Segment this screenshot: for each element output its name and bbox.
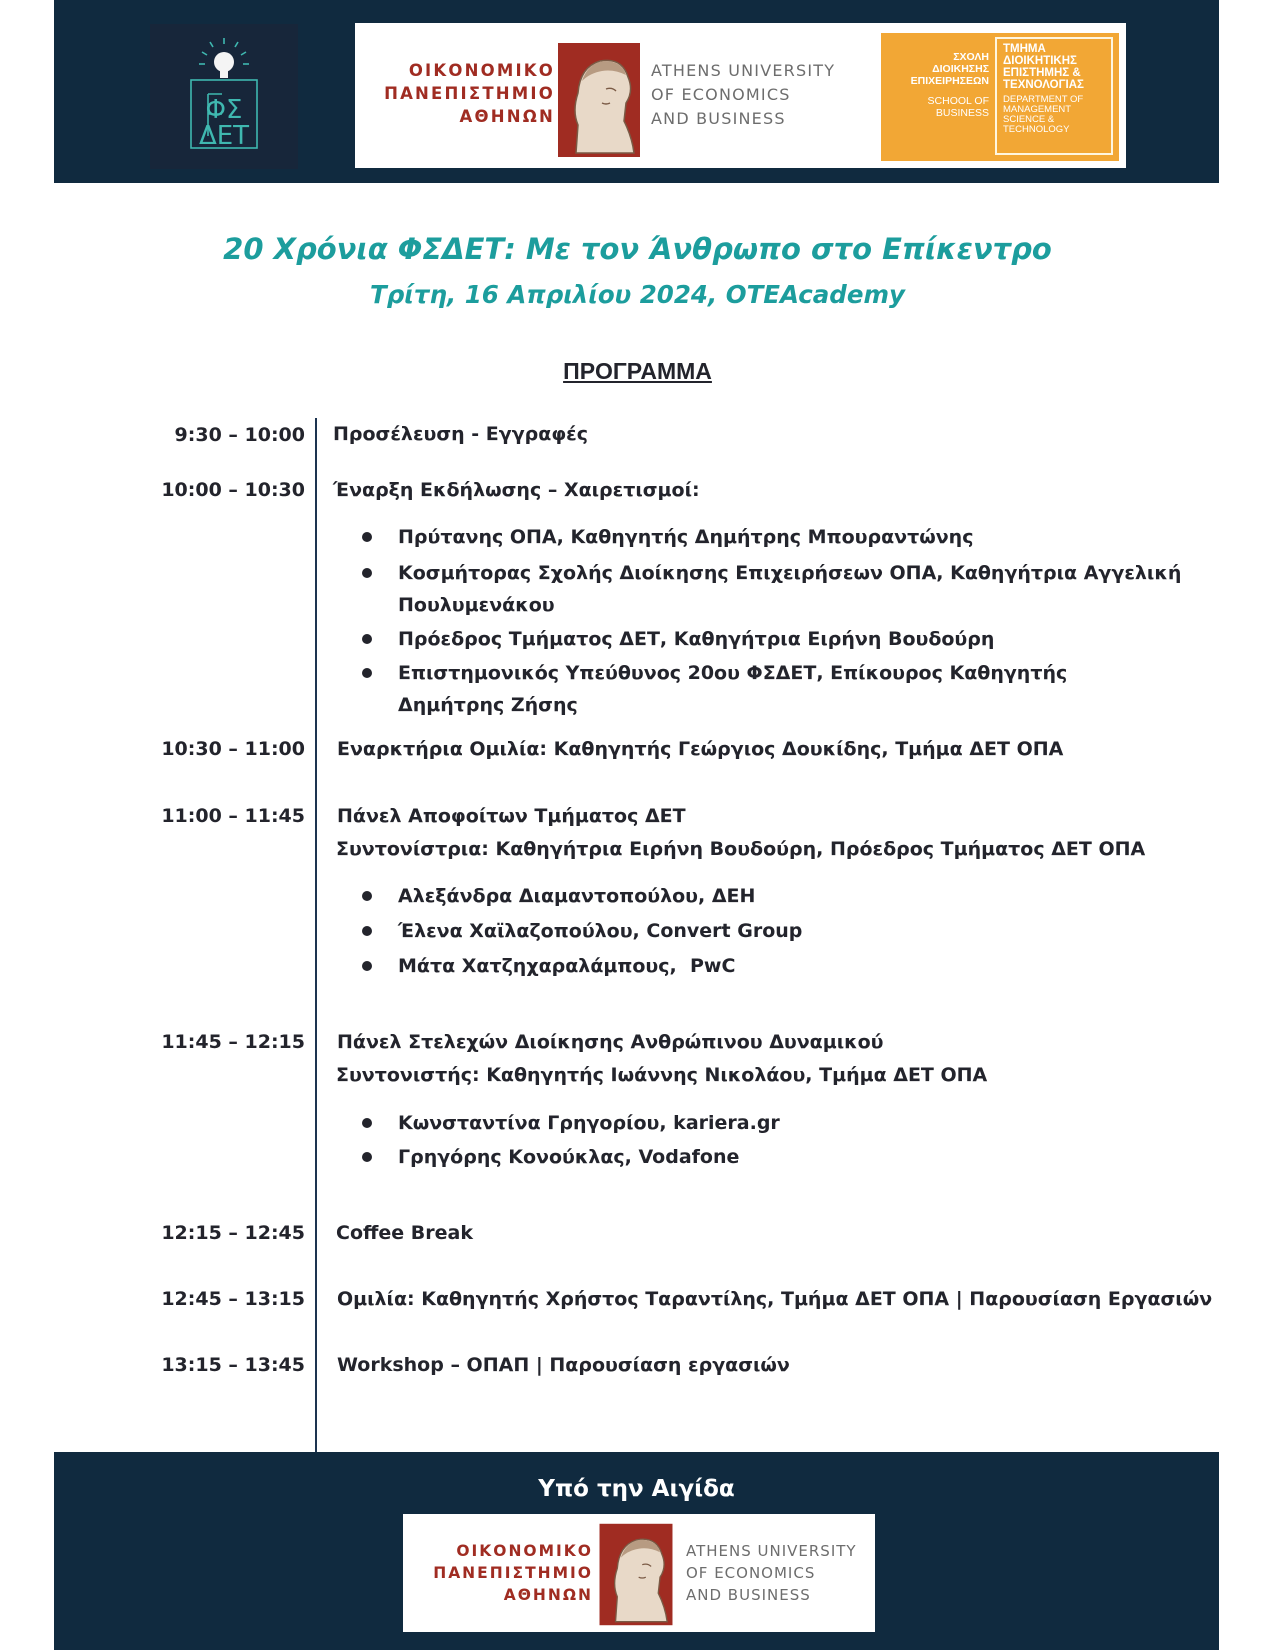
bullet-icon [362,532,372,542]
schedule-title: Έναρξη Εκδήλωσης – Χαιρετισμοί: [333,479,700,501]
school-name: ΣΧΟΛΗ ΔΙΟΙΚΗΣΗΣ ΕΠΙΧΕΙΡΗΣΕΩΝ SCHOOL OF BUSINESS [910,51,989,119]
list-item: Πρύτανης ΟΠΑ, Καθηγητής Δημήτρης Μπουραντώνης [398,526,974,548]
schedule-time: 10:00 – 10:30 [161,479,305,501]
aueb-greek-name: ΟΙΚΟΝΟΜΙΚΟ ΠΑΝΕΠΙΣΤΗΜΙΟ ΑΘΗΝΩΝ [384,61,555,126]
bullet-icon [362,926,372,936]
aueb-english-name: ATHENS UNIVERSITY OF ECONOMICS AND BUSINESS [686,1542,857,1604]
school-department-logo [881,33,1119,161]
list-item: Αλεξάνδρα Διαμαντοπούλου, ΔΕΗ [398,885,756,907]
schedule-title: Προσέλευση - Εγγραφές [333,423,589,445]
schedule-title: Πάνελ Αποφοίτων Τμήματος ΔΕΤ [337,805,686,827]
schedule-time: 11:45 – 12:15 [161,1031,305,1053]
bullet-icon [362,1152,372,1162]
schedule-moderator: Συντονιστής: Καθηγητής Ιωάννης Νικολάου, Τμήμα ΔΕΤ ΟΠΑ [336,1064,988,1086]
bullet-icon [362,668,372,678]
schedule-time: 9:30 – 10:00 [174,424,305,446]
schedule-time: 12:15 – 12:45 [161,1222,305,1244]
list-item: Κωνσταντίνα Γρηγορίου, kariera.gr [398,1112,780,1134]
aueb-greek-name: ΟΙΚΟΝΟΜΙΚΟ ΠΑΝΕΠΙΣΤΗΜΙΟ ΑΘΗΝΩΝ [433,1542,593,1604]
schedule-title: Εναρκτήρια Ομιλία: Καθηγητής Γεώργιος Δουκίδης, Τμήμα ΔΕΤ ΟΠΑ [337,738,1064,760]
bullet-icon [362,568,372,578]
bullet-icon [362,961,372,971]
aueb-bust-emblem [554,41,644,159]
schedule-time: 12:45 – 13:15 [161,1288,305,1310]
aueb-english-name: ATHENS UNIVERSITY OF ECONOMICS AND BUSINESS [651,61,836,128]
list-item: Επιστημονικός Υπεύθυνος 20ου ΦΣΔΕΤ, Επίκουρος Καθηγητής Δημήτρης Ζήσης [398,662,1068,716]
schedule-title: Coffee Break [336,1222,473,1244]
schedule-time: 13:15 – 13:45 [161,1354,305,1376]
lightbulb-icon [150,24,298,169]
footer-band [54,1452,1219,1650]
department-name: ΤΜΗΜΑ ΔΙΟΙΚΗΤΙΚΗΣ ΕΠΙΣΤΗΜΗΣ & ΤΕΧΝΟΛΟΓΙΑΣ DEPARTMENT OF MANAGEMENT SCIENCE & TECHNOLOGY [995,37,1113,155]
event-date-venue: Τρίτη, 16 Απριλίου 2024, OTEAcademy [370,280,905,309]
fsdet-logo [150,24,298,169]
list-item: Έλενα Χαϊλαζοπούλου, Convert Group [398,920,803,942]
list-item: Μάτα Χατζηχαραλάμπους, PwC [398,955,736,977]
schedule-title: Πάνελ Στελεχών Διοίκησης Ανθρώπινου Δυναμικού [337,1031,884,1053]
footer-aueb-banner [403,1514,875,1632]
event-title: 20 Χρόνια ΦΣΔΕΤ: Με τον Άνθρωπο στο Επίκεντρο [223,232,1052,266]
svg-text:ΔΕΤ: ΔΕΤ [198,121,250,151]
aueb-bust-emblem [593,1522,679,1627]
bullet-icon [362,891,372,901]
list-item: Πρόεδρος Τμήματος ΔΕΤ, Καθηγήτρια Ειρήνη Βουδούρη [398,628,995,650]
list-item: Κοσμήτορας Σχολής Διοίκησης Επιχειρήσεων ΟΠΑ, Καθηγήτρια Αγγελική Πουλυμενάκου [398,562,1182,616]
aueb-banner [355,23,1126,168]
bullet-icon [362,1118,372,1128]
schedule-moderator: Συντονίστρια: Καθηγήτρια Ειρήνη Βουδούρη, Πρόεδρος Τμήματος ΔΕΤ ΟΠΑ [336,838,1146,860]
schedule-time: 10:30 – 11:00 [161,738,305,760]
list-item: Γρηγόρης Κονούκλας, Vodafone [398,1146,740,1168]
schedule-title: Ομιλία: Καθηγητής Χρήστος Ταραντίλης, Τμήμα ΔΕΤ ΟΠΑ | Παρουσίαση Εργασιών [337,1288,1213,1310]
bullet-icon [362,634,372,644]
schedule-time: 11:00 – 11:45 [161,805,305,827]
aegis-label: Υπό την Αιγίδα [538,1476,735,1502]
timeline-divider [315,418,317,1452]
schedule-title: Workshop – ΟΠΑΠ | Παρουσίαση εργασιών [337,1354,790,1376]
header-band [54,0,1219,183]
svg-text:ΦΣ: ΦΣ [205,95,243,125]
program-heading: ΠΡΟΓΡΑΜΜΑ [563,358,712,384]
